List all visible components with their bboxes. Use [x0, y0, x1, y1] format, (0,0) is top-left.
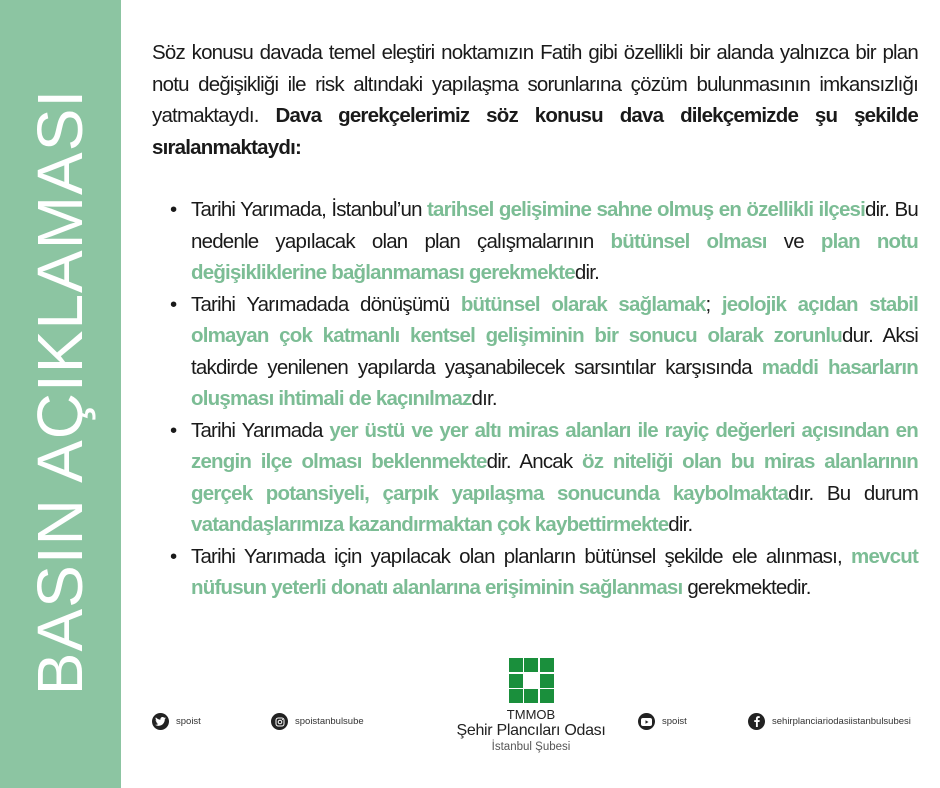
- bullet-item: [191, 289, 918, 415]
- instagram-link[interactable]: [271, 713, 364, 730]
- body-text: dir. Ancak: [486, 450, 583, 473]
- body-text: ve: [766, 229, 821, 253]
- intro-paragraph: [152, 37, 918, 163]
- highlight-text: yer üstü ve yer altı miras alanları ile rayiç değerleri açısından en zengin ilçe olması beklenmekte: [191, 418, 918, 473]
- highlight-text: bütünsel olması: [610, 229, 767, 253]
- twitter-icon: [152, 713, 169, 730]
- highlight-text: maddi hasarların oluşması ihtimali de kaçınılmaz: [191, 355, 919, 410]
- intro-bold: Dava gerekçelerimiz söz konusu dava dilekçemizde şu şekilde sıralanmaktaydı:: [152, 104, 918, 159]
- youtube-link[interactable]: [638, 713, 687, 730]
- youtube-handle: spoist: [662, 716, 687, 727]
- highlight-text: mevcut nüfusun yeterli donatı alanlarına erişiminin sağlanması: [191, 544, 918, 599]
- body-text: dur. Aksi takdirde yenilenen yapılarda yaşanabilecek sarsıntılar karşısında: [191, 324, 918, 379]
- body-text: dır.: [471, 387, 497, 410]
- bullet-list: [152, 194, 918, 604]
- bullet-item: [191, 541, 918, 604]
- body-text: Tarihi Yarımada için yapılacak olan planların bütünsel şekilde ele alınması,: [191, 544, 852, 568]
- instagram-handle: spoistanbulsube: [295, 716, 364, 727]
- org-line1: TMMOB: [506, 707, 556, 722]
- body-text: Tarihi Yarımada, İstanbul’un: [191, 198, 428, 221]
- youtube-icon: [638, 713, 655, 730]
- org-line2: Şehir Plancıları Odası: [456, 722, 606, 739]
- sidebar-band: [0, 0, 121, 788]
- highlight-text: plan notu değişikliklerine bağlanmaması gerekmekte: [191, 229, 919, 284]
- body-text: ;: [705, 292, 722, 316]
- highlight-text: öz niteliği olan bu miras alanlarının gerçek potansiyeli, çarpık yapılaşma sonucunda kaybolmakta: [191, 450, 919, 505]
- bullet-item: [191, 415, 918, 541]
- facebook-icon: [748, 713, 765, 730]
- highlight-text: bütünsel olarak sağlamak: [460, 292, 706, 316]
- tmmob-logo-icon: [509, 658, 554, 703]
- body-text: gerekmektedir.: [682, 576, 811, 599]
- body-text: dır. Bu durum: [788, 481, 918, 505]
- footer: [121, 640, 940, 788]
- twitter-handle: spoist: [176, 716, 201, 727]
- highlight-text: tarihsel gelişimine sahne olmuş en özellikli ilçesi: [427, 198, 866, 221]
- instagram-icon: [271, 713, 288, 730]
- body-text: Tarihi Yarımada: [191, 418, 330, 442]
- org-line3: İstanbul Şubesi: [491, 741, 571, 753]
- body-text: dir.: [574, 261, 600, 284]
- vertical-title: BASIN AÇIKLAMASI: [24, 88, 96, 696]
- twitter-link[interactable]: [152, 713, 201, 730]
- facebook-handle: sehirplanciariodasiistanbulsubesi: [772, 716, 911, 727]
- intro-text: Söz konusu davada temel eleştiri noktamızın Fatih gibi özellikli bir alanda yalnızca bir plan notu değişikliği ile risk altındaki yapılaşma sorunlarına çözüm bulunmasının imkansızlığı yatmaktaydı.: [152, 41, 918, 127]
- bullet-item: [191, 194, 918, 289]
- org-logo-block: [436, 658, 626, 754]
- body-text: dir.: [668, 513, 693, 536]
- body-text: dir. Bu nedenle yapılacak olan plan çalışmalarının: [191, 198, 918, 253]
- facebook-link[interactable]: [748, 713, 911, 730]
- highlight-text: jeolojik açıdan stabil olmayan çok katmanlı kentsel gelişiminin bir sonucu olarak zorunlu: [191, 292, 919, 347]
- body-text: Tarihi Yarımadada dönüşümü: [191, 292, 461, 316]
- highlight-text: vatandaşlarımıza kazandırmaktan çok kaybettirmekte: [191, 513, 669, 536]
- main-content: [152, 37, 918, 604]
